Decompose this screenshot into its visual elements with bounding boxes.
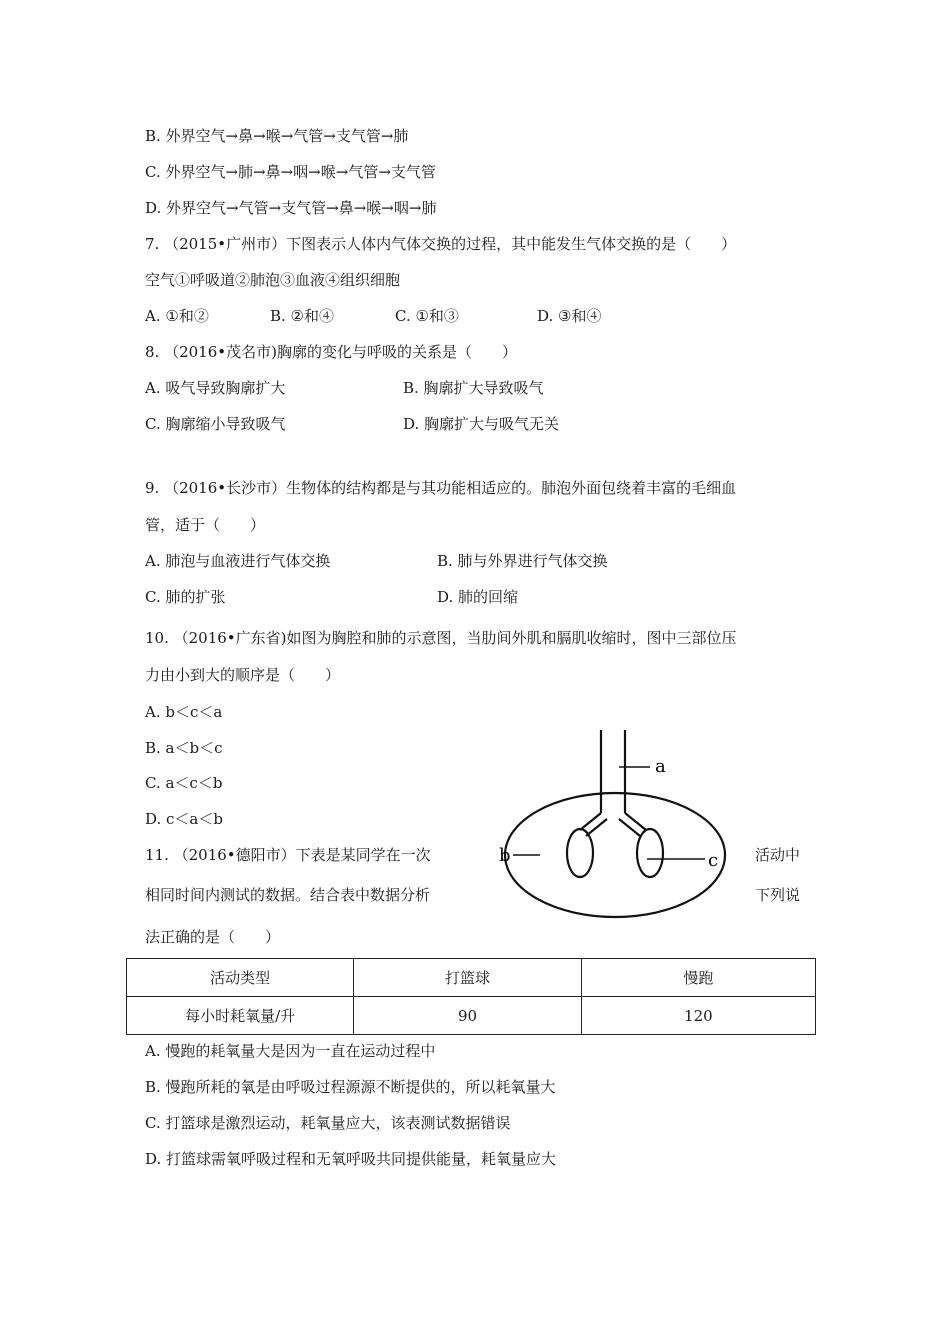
q6-option-c: C. 外界空气→肺→鼻→咽→喉→气管→支气管 bbox=[145, 163, 436, 181]
q7-sub: 空气①呼吸道②肺泡③血液④组织细胞 bbox=[145, 271, 401, 289]
q9-stem-line1: 9. （2016•长沙市）生物体的结构都是与其功能相适应的。肺泡外面包绕着丰富的毛细血 bbox=[145, 479, 737, 497]
q11-stem-line1b: 活动中 bbox=[755, 846, 801, 864]
table-cell: 120 bbox=[581, 997, 815, 1035]
table-row bbox=[127, 997, 816, 1035]
left-lung bbox=[567, 829, 593, 877]
q6-option-b: B. 外界空气→鼻→喉→气管→支气管→肺 bbox=[145, 127, 409, 145]
q9-option-d: D. 肺的回缩 bbox=[437, 588, 519, 606]
q11-stem-line2a: 相同时间内测试的数据。结合表中数据分析 bbox=[145, 886, 431, 904]
q11-stem-line1a: 11. （2016•德阳市）下表是某同学在一次 bbox=[145, 846, 431, 864]
q10-option-c: C. a＜c＜b bbox=[145, 774, 223, 792]
label-a: a bbox=[655, 756, 666, 777]
table-header-row bbox=[127, 959, 816, 997]
q9-option-b: B. 肺与外界进行气体交换 bbox=[437, 552, 608, 570]
q8-option-a: A. 吸气导致胸廓扩大 bbox=[145, 379, 286, 397]
q7-option-a: A. ①和② bbox=[145, 307, 209, 325]
q9-option-a: A. 肺泡与血液进行气体交换 bbox=[145, 552, 331, 570]
label-c: c bbox=[708, 850, 719, 871]
q11-stem-line2b: 下列说 bbox=[755, 886, 801, 904]
label-b: b bbox=[499, 845, 511, 866]
oxygen-consumption-table bbox=[126, 958, 816, 1035]
q11-stem-line3: 法正确的是（ ） bbox=[145, 928, 281, 946]
table-header-cell: 活动类型 bbox=[127, 959, 354, 997]
q7-option-d: D. ③和④ bbox=[537, 307, 602, 325]
q9-option-c: C. 肺的扩张 bbox=[145, 588, 226, 606]
bronchus-left bbox=[580, 813, 607, 836]
q7-stem: 7. （2015•广州市）下图表示人体内气体交换的过程，其中能发生气体交换的是（ ） bbox=[145, 235, 737, 253]
table-cell: 每小时耗氧量/升 bbox=[127, 997, 354, 1035]
q10-stem-line1: 10. （2016•广东省)如图为胸腔和肺的示意图，当肋间外肌和膈肌收缩时，图中三部位压 bbox=[145, 629, 737, 647]
q11-option-c: C. 打篮球是激烈运动，耗氧量应大，该表测试数据错误 bbox=[145, 1114, 511, 1132]
q11-option-d: D. 打篮球需氧呼吸过程和无氧呼吸共同提供能量，耗氧量应大 bbox=[145, 1150, 557, 1168]
q10-option-d: D. c＜a＜b bbox=[145, 810, 223, 828]
q7-option-c: C. ①和③ bbox=[395, 307, 459, 325]
q8-option-d: D. 胸廓扩大与吸气无关 bbox=[403, 415, 560, 433]
table-cell: 90 bbox=[354, 997, 581, 1035]
thorax-lung-diagram bbox=[495, 725, 735, 920]
right-lung bbox=[637, 829, 663, 877]
q10-option-b: B. a＜b＜c bbox=[145, 739, 223, 757]
table-header-cell: 慢跑 bbox=[581, 959, 815, 997]
q7-option-b: B. ②和④ bbox=[270, 307, 335, 325]
q10-stem-line2: 力由小到大的顺序是（ ） bbox=[145, 666, 341, 684]
q10-option-a: A. b＜c＜a bbox=[145, 703, 223, 721]
q8-option-c: C. 胸廓缩小导致吸气 bbox=[145, 415, 286, 433]
q8-option-b: B. 胸廓扩大导致吸气 bbox=[403, 379, 544, 397]
q11-option-b: B. 慢跑所耗的氧是由呼吸过程源源不断提供的，所以耗氧量大 bbox=[145, 1078, 556, 1096]
q9-stem-line2: 管，适于（ ） bbox=[145, 516, 266, 534]
q6-option-d: D. 外界空气→气管→支气管→鼻→喉→咽→肺 bbox=[145, 199, 437, 217]
q11-option-a: A. 慢跑的耗氧量大是因为一直在运动过程中 bbox=[145, 1042, 436, 1060]
table-header-cell: 打篮球 bbox=[354, 959, 581, 997]
q8-stem: 8. （2016•茂名市)胸廓的变化与呼吸的关系是（ ） bbox=[145, 343, 517, 361]
